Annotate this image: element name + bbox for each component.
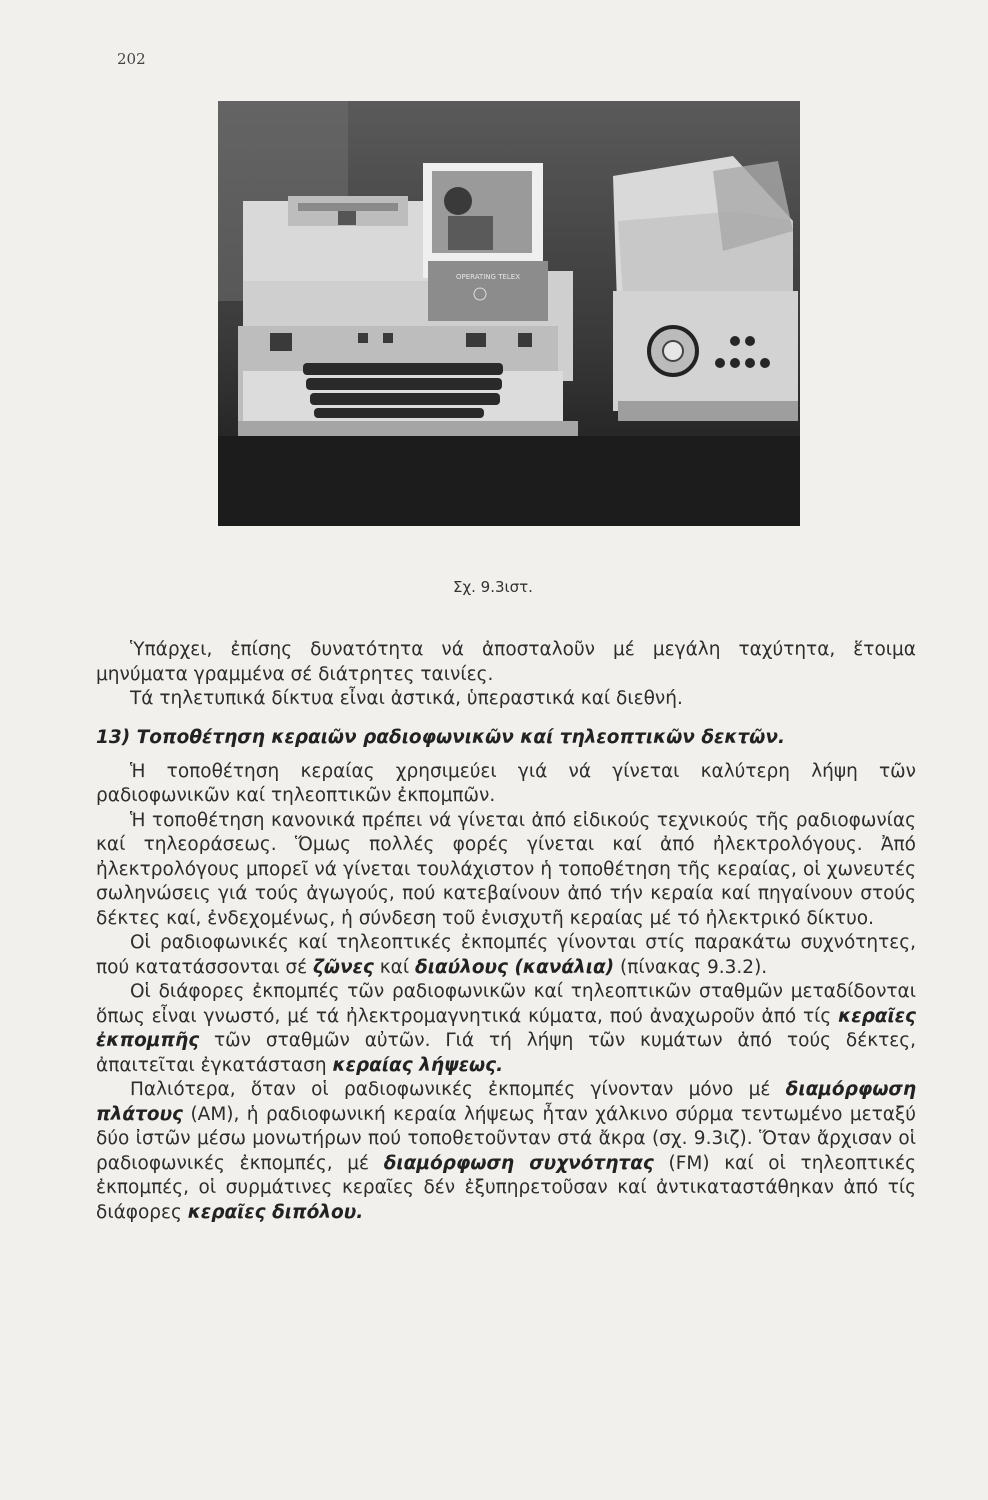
figure-caption: Σχ. 9.3ιστ. (453, 578, 533, 596)
section-heading: 13) Τοποθέτηση κεραιῶν ραδιοφωνικῶν καί τηλεοπτικῶν δεκτῶν. (96, 726, 786, 748)
paragraph-1: Ὑπάρχει, ἐπίσης δυνατότητα νά ἀποσταλοῦν μέ μεγάλη ταχύτητα, ἕτοιμα μηνύματα γραμμένα σέ διάτρητες ταινίες. (96, 639, 916, 685)
term-transmit-antennas: κεραῖες ἐκπομπῆς (96, 1005, 916, 1051)
paragraph-3: Ἡ τοποθέτηση κεραίας χρησιμεύει γιά νά γίνεται καλύτερη λήψη τῶν ραδιοφωνικῶν καί τηλεοπτικῶν ἐκπομπῶν. (96, 760, 916, 806)
term-zones: ζῶνες (313, 956, 374, 978)
text-run: τῶν σταθμῶν αὐτῶν. Γιά τή λήψη τῶν κυμάτων ἀπό τούς δέκτες, ἀπαιτεῖται ἐγκατάσταση (96, 1030, 916, 1076)
machine-label: OPERATING TELEX (455, 273, 521, 281)
text-run: (FM) καί οἱ τηλεοπτικές ἐκπομπές, οἱ συρμάτινες κεραῖες δέν ἐξυπηρετοῦσαν καί ἀντικαταστάθηκαν ἀπό τίς διάφορες (96, 1152, 916, 1223)
term-amplitude-modulation: διαμόρφωση πλάτους (96, 1079, 916, 1125)
body-text (96, 638, 916, 1225)
text-run: Παλιότερα, ὅταν οἱ ραδιοφωνικές ἐκπομπές γίνονταν μόνο μέ (130, 1079, 786, 1100)
paragraph-2: Τά τηλετυπικά δίκτυα εἶναι ἀστικά, ὑπεραστικά καί διεθνή. (130, 688, 683, 709)
paragraph-5 (96, 931, 916, 980)
paragraph-7 (96, 1078, 916, 1225)
term-dipole-antennas: κεραῖες διπόλου. (187, 1201, 364, 1223)
telex-photo (218, 101, 800, 526)
paragraph-4: Ἡ τοποθέτηση κανονικά πρέπει νά γίνεται ἀπό εἰδικούς τεχνικούς τῆς ραδιοφωνίας καί τηλεοράσεως. Ὅμως πολλές φορές γίνεται καί ἀπό ἠλεκτρολόγους. Ἀπό ἠλεκτρολόγους μπορεῖ νά γίνεται τουλάχιστον ἡ τοποθέτηση τῆς κεραίας, οἱ χωνευτές σωληνώσεις γιά τούς ἀγωγούς, πού κατεβαίνουν ἀπό τήν κεραία καί πηγαίνουν στούς δέκτες καί, ἐνδεχομένως, ἡ σύνδεση τοῦ ἐνισχυτῆ κεραίας μέ τό ἠλεκτρικό δίκτυο. (96, 809, 916, 929)
term-channels: διαύλους (κανάλια) (415, 956, 615, 978)
text-run: (πίνακας 9.3.2). (614, 956, 768, 978)
term-frequency-modulation: διαμόρφωση συχνότητας (383, 1152, 654, 1174)
term-receive-antenna: κεραίας λήψεως. (332, 1054, 504, 1076)
text-run: Οἱ διάφορες ἐκπομπές τῶν ραδιοφωνικῶν καί τηλεοπτικῶν σταθμῶν μεταδίδονται ὅπως εἶναι γνωστό, μέ τά ἠλεκτρομαγνητικά κύματα, πού ἀναχωροῦν ἀπό τίς (96, 981, 916, 1027)
page-number: 202 (117, 50, 146, 68)
paragraph-6 (96, 980, 916, 1078)
text-run: (AM), ἡ ραδιοφωνική κεραία λήψεως ἦταν χάλκινο σύρμα τεντωμένο μεταξύ δύο ἰστῶν μέσω μονωτήρων πού τοποθετοῦνταν στά ἄκρα (σχ. 9.3ιζ). Ὅταν ἄρχισαν οἱ ραδιοφωνικές ἐκπομπές, μέ (96, 1103, 916, 1174)
text-run: Οἱ ραδιοφωνικές καί τηλεοπτικές ἐκπομπές γίνονται στίς παρακάτω συχνότητες, πού κατατάσσονται σέ (96, 932, 916, 978)
text-run: καί (373, 956, 415, 978)
